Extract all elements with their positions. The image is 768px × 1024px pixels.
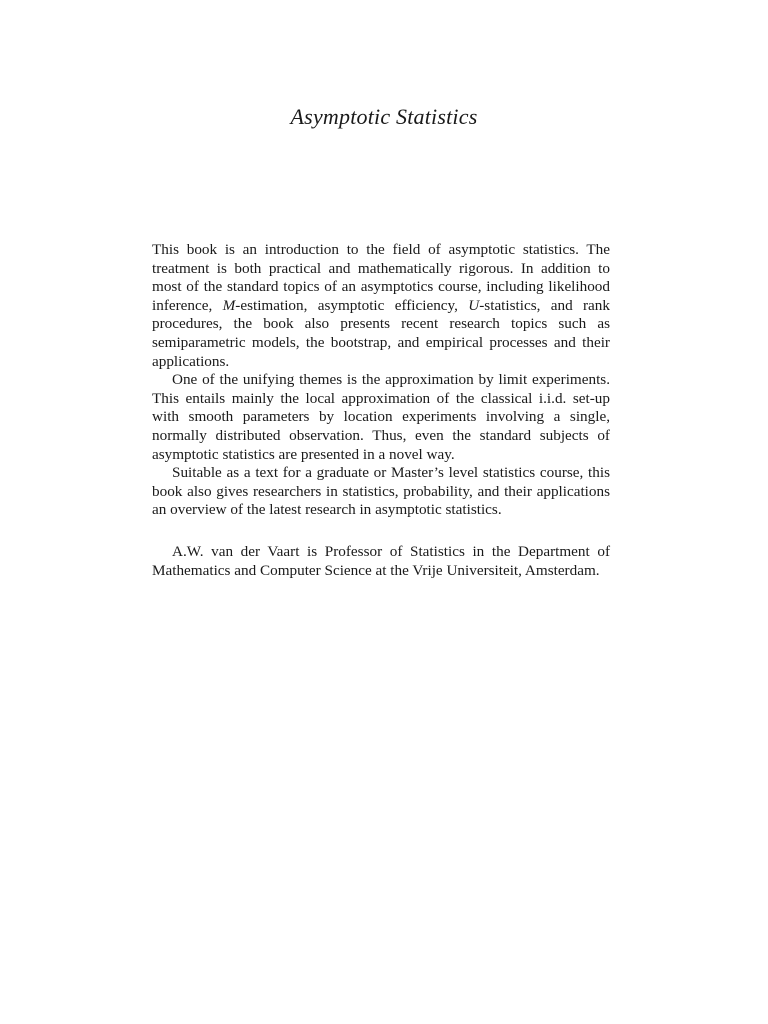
intro-part-3: -statistics, and rank procedures, the book also presents recent research topics such as semiparametric models, the bootstrap, and empirical processes and their applications. xyxy=(152,296,610,370)
book-description xyxy=(152,241,610,520)
intro-part-1: This book is an introduction to the field of asymptotic statistics. The treatment is both practical and mathematically rigorous. In addition to most of the standard topics of an asymptotics course, including likelihood inference, xyxy=(152,241,610,314)
paragraph-themes: One of the unifying themes is the approximation by limit experiments. This entails mainly the local approximation of the classical i.i.d. set-up with smooth parameters by location experiments involving a single, normally distributed observation. Thus, even the standard subjects of asymptotic statistics are presented in a novel way. xyxy=(152,371,610,463)
intro-part-2: -estimation, asymptotic efficiency, xyxy=(235,296,469,314)
m-symbol: M xyxy=(222,296,236,314)
page-title: Asymptotic Statistics xyxy=(290,104,478,129)
author-note xyxy=(152,543,610,580)
author-paragraph: A.W. van der Vaart is Professor of Statistics in the Department of Mathematics and Computer Science at the Vrije Universiteit, Amsterdam. xyxy=(152,543,610,579)
paragraph-audience: Suitable as a text for a graduate or Master’s level statistics course, this book also gives researchers in statistics, probability, and their applications an overview of the latest research in asymptotic statistics. xyxy=(152,464,610,519)
paragraph-intro xyxy=(152,241,610,371)
u-symbol: U xyxy=(468,296,480,314)
